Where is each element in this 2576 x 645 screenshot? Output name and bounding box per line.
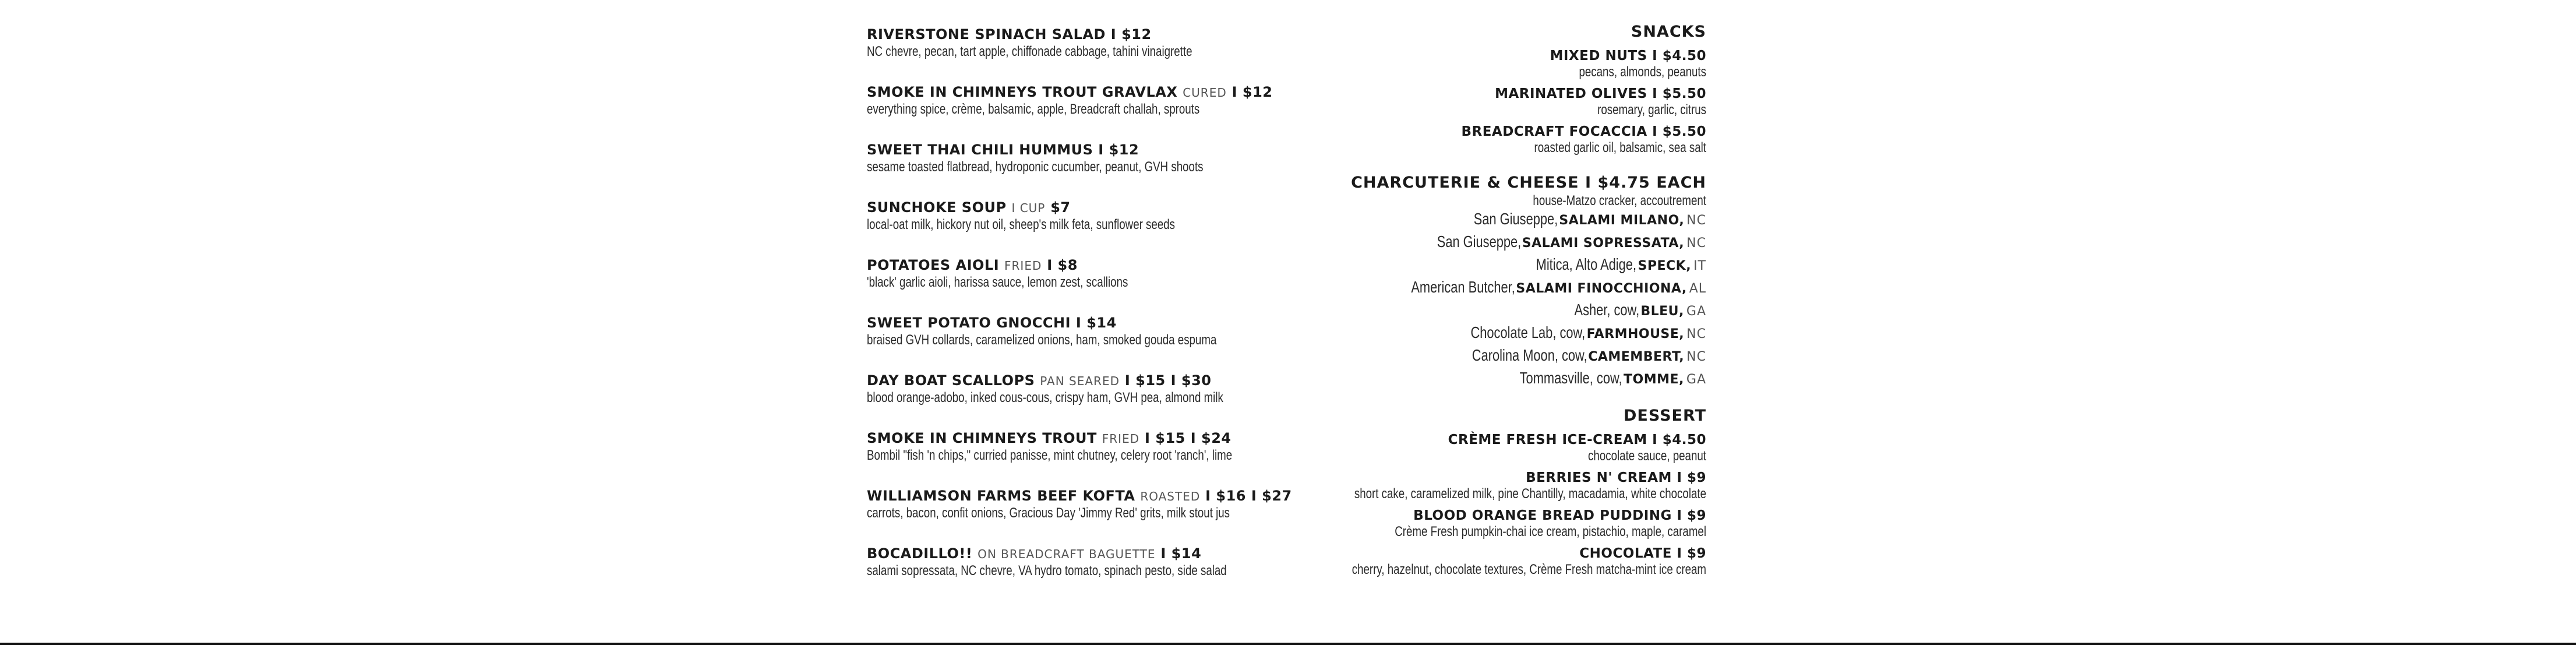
item-maker: Carolina Moon, cow, [1472, 346, 1587, 364]
item-price: I $9 [1677, 508, 1706, 523]
charcuterie-subtitle: house-Matzo cracker, accoutrement [1533, 193, 1706, 209]
charcuterie-item [1182, 323, 1706, 346]
item-price: I $9 [1677, 470, 1706, 485]
item-name: BOCADILLO!! [867, 545, 973, 562]
item-price: I $12 [1110, 26, 1152, 43]
item-name: WILLIAMSON FARMS BEEF KOFTA [867, 488, 1135, 504]
snack-item [1182, 124, 1706, 156]
item-description: everything spice, crème, balsamic, apple, Breadcraft challah, sprouts [867, 101, 1200, 117]
item-note: ROASTED [1140, 489, 1201, 503]
charcuterie-item [1182, 209, 1706, 232]
item-state: GA [1686, 304, 1706, 319]
snack-item [1182, 48, 1706, 80]
dessert-heading: DESSERT [1624, 407, 1706, 425]
item-note: ON BREADCRAFT BAGUETTE [978, 547, 1156, 561]
item-state: NC [1686, 327, 1706, 341]
item-maker: Mitica, Alto Adige, [1536, 255, 1637, 273]
item-description: sesame toasted flatbread, hydroponic cucumber, peanut, GVH shoots [867, 159, 1204, 175]
item-name: FARMHOUSE, [1586, 327, 1685, 341]
item-note: FRIED [1004, 259, 1042, 273]
item-description: braised GVH collards, caramelized onions, ham, smoked gouda espuma [867, 332, 1217, 348]
item-name: SALAMI MILANO, [1559, 213, 1685, 228]
item-description: salami sopressata, NC chevre, VA hydro tomato, spinach pesto, side salad [867, 563, 1227, 579]
item-price: I $9 [1677, 546, 1706, 561]
item-description: rosemary, garlic, citrus [1597, 102, 1706, 118]
item-description: short cake, caramelized milk, pine Chantilly, macadamia, white chocolate [1354, 486, 1706, 502]
item-name: SWEET THAI CHILI HUMMUS [867, 142, 1093, 158]
item-state: AL [1689, 281, 1706, 296]
snacks-section [1182, 22, 1706, 156]
charcuterie-item [1182, 232, 1706, 255]
side-menu-column [1182, 22, 1706, 577]
item-price: I $4.50 [1652, 48, 1706, 64]
item-note: CURED [1183, 86, 1227, 100]
snacks-heading: SNACKS [1631, 23, 1706, 41]
item-price: I $12 [1098, 142, 1139, 158]
item-price: I $15 I $30 [1124, 372, 1212, 389]
bottom-divider [0, 643, 2576, 645]
item-description: cherry, hazelnut, chocolate textures, Crème Fresh matcha-mint ice cream [1351, 562, 1706, 577]
item-maker: San Giuseppe, [1473, 210, 1558, 228]
charcuterie-item [1182, 300, 1706, 323]
item-description: Crème Fresh pumpkin-chai ice cream, pistachio, maple, caramel [1395, 524, 1706, 540]
item-maker: American Butcher, [1410, 278, 1515, 296]
item-name: MIXED NUTS [1550, 48, 1647, 64]
snack-item [1182, 86, 1706, 118]
item-price: I $5.50 [1652, 86, 1706, 101]
dessert-item [1182, 432, 1706, 464]
item-maker: San Giuseppe, [1437, 232, 1521, 251]
item-description: pecans, almonds, peanuts [1579, 64, 1706, 80]
item-name: SWEET POTATO GNOCCHI [867, 315, 1071, 331]
item-description: 'black' garlic aioli, harissa sauce, lemon zest, scallions [867, 274, 1128, 290]
item-price: $7 [1050, 199, 1071, 216]
item-state: IT [1693, 259, 1706, 273]
charcuterie-section [1182, 173, 1706, 391]
item-price: I $4.50 [1652, 432, 1706, 447]
item-name: BLOOD ORANGE BREAD PUDDING [1413, 508, 1672, 523]
charcuterie-item [1182, 346, 1706, 368]
item-state: NC [1686, 213, 1706, 228]
item-name: RIVERSTONE SPINACH SALAD [867, 26, 1106, 43]
item-state: NC [1686, 236, 1706, 251]
item-name: SMOKE IN CHIMNEYS TROUT [867, 430, 1097, 446]
item-description: carrots, bacon, confit onions, Gracious Day 'Jimmy Red' grits, milk stout jus [867, 505, 1230, 521]
item-name: SUNCHOKE SOUP [867, 199, 1007, 216]
item-name: CHOCOLATE [1579, 546, 1672, 561]
item-name: DAY BOAT SCALLOPS [867, 372, 1035, 389]
item-name: SALAMI SOPRESSATA, [1522, 236, 1685, 251]
item-name: BREADCRAFT FOCACCIA [1461, 124, 1647, 139]
item-name: SPECK, [1638, 259, 1692, 273]
item-state: NC [1686, 350, 1706, 364]
item-note: FRIED [1102, 432, 1140, 446]
item-description: local-oat milk, hickory nut oil, sheep's milk feta, sunflower seeds [867, 217, 1175, 232]
item-price: I $14 [1075, 315, 1117, 331]
item-name: SMOKE IN CHIMNEYS TROUT GRAVLAX [867, 84, 1178, 100]
charcuterie-item [1182, 368, 1706, 391]
item-name: BLEU, [1640, 304, 1684, 319]
item-name: BERRIES N' CREAM [1526, 470, 1672, 485]
dessert-item [1182, 470, 1706, 502]
item-maker: Chocolate Lab, cow, [1470, 323, 1586, 341]
item-name: CRÈME FRESH ICE-CREAM [1448, 432, 1647, 447]
item-name: POTATOES AIOLI [867, 257, 1000, 273]
charcuterie-heading: CHARCUTERIE & CHEESE I $4.75 EACH [1351, 174, 1706, 192]
item-note: PAN SEARED [1040, 374, 1120, 388]
item-name: MARINATED OLIVES [1495, 86, 1647, 101]
dessert-item [1182, 545, 1706, 577]
dessert-item [1182, 507, 1706, 540]
charcuterie-item [1182, 277, 1706, 300]
dessert-section [1182, 406, 1706, 577]
item-price: I $5.50 [1652, 124, 1706, 139]
item-price: I $15 I $24 [1144, 430, 1231, 446]
item-name: SALAMI FINOCCHIONA, [1516, 281, 1687, 296]
item-price: I $14 [1160, 545, 1202, 562]
item-description: roasted garlic oil, balsamic, sea salt [1534, 140, 1706, 156]
item-description: NC chevre, pecan, tart apple, chiffonade cabbage, tahini vinaigrette [867, 44, 1192, 59]
item-price: I $8 [1047, 257, 1078, 273]
item-maker: Asher, cow, [1574, 301, 1640, 319]
item-description: blood orange-adobo, inked cous-cous, crispy ham, GVH pea, almond milk [867, 390, 1223, 406]
item-description: Bombil "fish 'n chips," curried panisse, mint chutney, celery root 'ranch', lime [867, 447, 1233, 463]
item-name: CAMEMBERT, [1588, 350, 1685, 364]
item-price: I $16 I $27 [1205, 488, 1292, 504]
item-price: I $12 [1231, 84, 1273, 100]
item-note: I CUP [1011, 201, 1046, 215]
item-maker: Tommasville, cow, [1520, 369, 1622, 387]
item-state: GA [1686, 372, 1706, 387]
item-description: chocolate sauce, peanut [1588, 448, 1706, 464]
item-name: TOMME, [1624, 372, 1684, 387]
charcuterie-item [1182, 255, 1706, 277]
